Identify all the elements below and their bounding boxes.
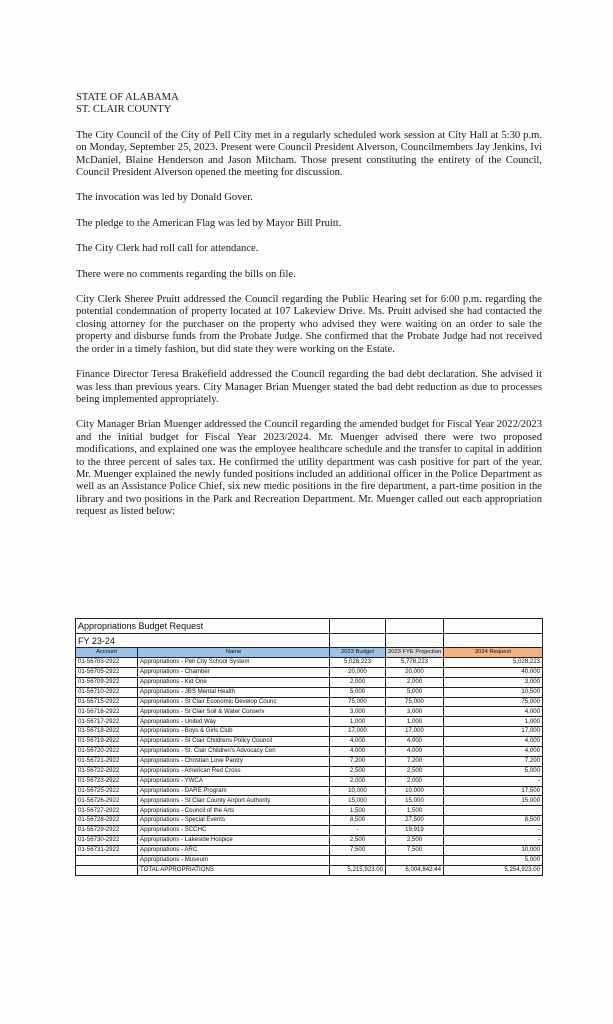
table-total-row (76, 865, 543, 875)
table-row (76, 677, 543, 687)
cell-2023-budget: 7,500 (330, 845, 386, 855)
table-row (76, 658, 543, 668)
header-2024-request: 2024 Request (444, 648, 543, 658)
cell-2023-budget: 2,000 (330, 776, 386, 786)
cell-2023-fye-projection: 17,000 (386, 727, 444, 737)
table-title-row (76, 619, 543, 634)
cell-account: 01-56710-2922 (76, 687, 138, 697)
cell-2023-budget: 2,500 (330, 836, 386, 846)
paragraph-public-hearing: City Clerk Sheree Pruitt addressed the Council regarding the Public Hearing set for 6:00 p.m. regarding the potential condemnation of property located at 107 Lakeview Drive. Ms. Pruitt advised she had contacted the closing attorney for the purchaser on the property who advised they were waiting on an order to sale the property and disburse funds from the Probate Judge. She confirmed that the Probate Judge had not received the order in a timely fashion, but did state they were working on the Estate. (76, 294, 542, 355)
cell-2023-budget: 17,000 (330, 727, 386, 737)
cell-2023-fye-projection: 4,000 (386, 747, 444, 757)
cell-account (76, 865, 138, 875)
cell-2023-fye-projection: 1,000 (386, 717, 444, 727)
state-line: STATE OF ALABAMA (76, 92, 179, 103)
table-row (76, 836, 543, 846)
cell-2023-fye-projection: 2,500 (386, 836, 444, 846)
paragraph-invocation: The invocation was led by Donald Gover. (76, 192, 253, 204)
cell-name: Appropriations - DARE Program (138, 786, 330, 796)
table-row (76, 766, 543, 776)
cell-2024-request: 5,028,223 (444, 658, 543, 668)
cell-2023-fye-projection: 2,000 (386, 677, 444, 687)
cell-account: 01-56705-2922 (76, 667, 138, 677)
cell-name: Appropriations - Lakeside Hospice (138, 836, 330, 846)
cell-2023-budget: 15,000 (330, 796, 386, 806)
cell-2023-budget: 8,500 (330, 816, 386, 826)
paragraph-roll-call: The City Clerk had roll call for attendance. (76, 243, 259, 255)
appropriations-table-container (75, 618, 542, 876)
cell-name: Appropriations - Special Events (138, 816, 330, 826)
cell-2024-request: 15,000 (444, 796, 543, 806)
cell-2023-fye-projection: 2,000 (386, 776, 444, 786)
appropriations-table (75, 618, 543, 876)
total-2023-budget: 5,215,923.00 (330, 865, 386, 875)
cell-2023-budget: 4,000 (330, 737, 386, 747)
cell-2023-fye-projection: 10,000 (386, 786, 444, 796)
cell-name: Appropriations - St Clair Soil & Water Conserv (138, 707, 330, 717)
cell-2023-fye-projection: 5,778,223 (386, 658, 444, 668)
cell-2023-budget: 2,500 (330, 766, 386, 776)
cell-account: 01-56729-2922 (76, 826, 138, 836)
header-name: Name (138, 648, 330, 658)
cell-account: 01-56722-2922 (76, 766, 138, 776)
cell-2023-fye-projection: 15,000 (386, 796, 444, 806)
cell-account: 01-56703-2922 (76, 658, 138, 668)
cell-2023-budget: 75,000 (330, 697, 386, 707)
fiscal-year-row (76, 634, 543, 648)
cell-2023-fye-projection (386, 855, 444, 865)
cell-name: Appropriations - Pell City School System (138, 658, 330, 668)
cell-name: Appropriations - SCCHC (138, 826, 330, 836)
paragraph-bills: There were no comments regarding the bills on file. (76, 268, 296, 280)
total-2024-request: 5,254,923.00 (444, 865, 543, 875)
cell-2024-request: 8,500 (444, 816, 543, 826)
header-2023-budget: 2023 Budget (330, 648, 386, 658)
table-row (76, 707, 543, 717)
table-title: Appropriations Budget Request (76, 619, 330, 634)
cell-account: 01-56725-2922 (76, 786, 138, 796)
table-row (76, 796, 543, 806)
table-row (76, 717, 543, 727)
cell-name: Appropriations - American Red Cross (138, 766, 330, 776)
cell-2023-budget: 5,000 (330, 687, 386, 697)
cell-account (76, 855, 138, 865)
paragraph-meeting-opening: The City Council of the City of Pell City met in a regularly scheduled work session at City Hall at 5:30 p.m. on Monday, September 25, 2023. Present were Council President Alverson, Councilmembers Jay Jenkins, Ivi McDaniel, Blaine Henderson and Jason Mitcham. Those present constituting the entirety of the Council, Council President Alverson opened the meeting for discussion. (76, 129, 542, 179)
cell-name: Appropriations - St Clair Childrens Policy Council (138, 737, 330, 747)
table-row (76, 855, 543, 865)
cell-2024-request: 5,000 (444, 766, 543, 776)
paragraph-bad-debt: Finance Director Teresa Brakefield addressed the Council regarding the bad debt declaration. She advised it was less than previous years. City Manager Brian Muenger stated the bad debt reduction as due to processes being implemented appropriately. (76, 369, 542, 405)
cell-account: 01-56718-2922 (76, 727, 138, 737)
cell-2024-request: 4,000 (444, 737, 543, 747)
cell-name: Appropriations - Museum (138, 855, 330, 865)
cell-2023-budget: 3,000 (330, 707, 386, 717)
header-2023-fye-projection: 2023 FYE Projection (386, 648, 444, 658)
cell-account: 01-56730-2922 (76, 836, 138, 846)
cell-2024-request: 4,000 (444, 707, 543, 717)
cell-account: 01-56716-2922 (76, 707, 138, 717)
table-header-row (76, 648, 543, 658)
cell-2023-fye-projection: 2,500 (386, 766, 444, 776)
cell-2023-fye-projection: 7,200 (386, 756, 444, 766)
cell-2024-request: 3,000 (444, 677, 543, 687)
table-row (76, 756, 543, 766)
table-row (76, 845, 543, 855)
cell-2024-request (444, 806, 543, 816)
cell-2023-budget: 7,200 (330, 756, 386, 766)
table-row (76, 667, 543, 677)
cell-2024-request: - (444, 776, 543, 786)
paragraph-budget: City Manager Brian Muenger addressed the Council regarding the amended budget for Fiscal Year 2022/2023 and the initial budget for Fiscal Year 2023/2024. Mr. Muenger advised there were two proposed modifications, and explained one was the employee healthcare schedule and the transfer to capital in addition to the three percent of sales tax. He confirmed the utility department was cash positive for part of the year. Mr. Muenger explained the newly funded positions included an additional officer in the Police Department as well as an Assistance Police Chief, six new medic positions in the fire department, a part-time position in the library and two positions in the Park and Recreation Department. Mr. Muenger called out each appropriation request as listed below: (76, 419, 542, 518)
cell-name: Appropriations - JBS Mental Health (138, 687, 330, 697)
cell-2024-request: 75,000 (444, 697, 543, 707)
table-row (76, 786, 543, 796)
table-row (76, 806, 543, 816)
cell-2023-budget: - (330, 826, 386, 836)
cell-2023-fye-projection: 3,000 (386, 707, 444, 717)
cell-name: Appropriations - St. Clair Children's Advocacy Cen (138, 747, 330, 757)
total-label: TOTAL APPROPRIATIONS (138, 865, 330, 875)
cell-account: 01-56721-2922 (76, 756, 138, 766)
cell-name: Appropriations - St Clair County Airport Authority (138, 796, 330, 806)
cell-name: Appropriations - Christian Love Pantry (138, 756, 330, 766)
cell-2023-fye-projection: 75,000 (386, 697, 444, 707)
header-account: Account (76, 648, 138, 658)
cell-name: Appropriations - ARC (138, 845, 330, 855)
cell-name: Appropriations - United Way (138, 717, 330, 727)
cell-name: Appropriations - Council of the Arts (138, 806, 330, 816)
table-row (76, 687, 543, 697)
cell-account: 01-56723-2922 (76, 776, 138, 786)
cell-2024-request: 7,200 (444, 756, 543, 766)
cell-2023-fye-projection: 19,919 (386, 826, 444, 836)
cell-2024-request: - (444, 826, 543, 836)
cell-2023-budget: 4,000 (330, 747, 386, 757)
cell-2023-fye-projection: 4,000 (386, 737, 444, 747)
cell-2024-request: 1,000 (444, 717, 543, 727)
cell-account: 01-56731-2922 (76, 845, 138, 855)
cell-account: 01-56720-2922 (76, 747, 138, 757)
cell-2024-request: 4,000 (444, 747, 543, 757)
table-row (76, 747, 543, 757)
cell-2023-fye-projection: 5,000 (386, 687, 444, 697)
cell-name: Appropriations - YWCA (138, 776, 330, 786)
cell-name: Appropriations - Chamber (138, 667, 330, 677)
cell-name: Appropriations - St Clair Economic Develop Counc (138, 697, 330, 707)
cell-2024-request: 10,000 (444, 845, 543, 855)
cell-2023-fye-projection: 27,500 (386, 816, 444, 826)
cell-2023-budget: 1,500 (330, 806, 386, 816)
cell-account: 01-56719-2922 (76, 737, 138, 747)
fiscal-year-label: FY 23-24 (76, 634, 330, 648)
cell-2024-request: 40,000 (444, 667, 543, 677)
cell-account: 01-56727-2922 (76, 806, 138, 816)
cell-2023-fye-projection: 7,500 (386, 845, 444, 855)
table-row (76, 737, 543, 747)
cell-2023-fye-projection: 20,000 (386, 667, 444, 677)
cell-2024-request: 5,000 (444, 855, 543, 865)
minutes-body (76, 92, 542, 519)
cell-account: 01-56715-2922 (76, 697, 138, 707)
cell-2023-budget: 2,000 (330, 677, 386, 687)
county-line: ST. CLAIR COUNTY (76, 104, 172, 116)
cell-2023-budget (330, 855, 386, 865)
table-row (76, 697, 543, 707)
cell-account: 01-56728-2922 (76, 816, 138, 826)
total-2023-fye-projection: 6,004,842.44 (386, 865, 444, 875)
state-county-heading (76, 92, 542, 117)
cell-2023-budget: 1,000 (330, 717, 386, 727)
cell-account: 01-56709-2922 (76, 677, 138, 687)
cell-account: 01-56717-2922 (76, 717, 138, 727)
cell-name: Appropriations - Boys & Girls Club (138, 727, 330, 737)
cell-2023-fye-projection: 1,500 (386, 806, 444, 816)
cell-name: Appropriations - Kid One (138, 677, 330, 687)
cell-2024-request: 10,500 (444, 687, 543, 697)
cell-2023-budget: 10,000 (330, 786, 386, 796)
table-row (76, 776, 543, 786)
cell-2023-budget: 20,000 (330, 667, 386, 677)
cell-2024-request: 17,500 (444, 786, 543, 796)
paragraph-pledge: The pledge to the American Flag was led by Mayor Bill Pruitt. (76, 217, 342, 229)
cell-2023-budget: 5,028,223 (330, 658, 386, 668)
table-row (76, 816, 543, 826)
cell-account: 01-56726-2922 (76, 796, 138, 806)
cell-2024-request: - (444, 836, 543, 846)
table-row (76, 826, 543, 836)
table-row (76, 727, 543, 737)
cell-2024-request: 17,000 (444, 727, 543, 737)
